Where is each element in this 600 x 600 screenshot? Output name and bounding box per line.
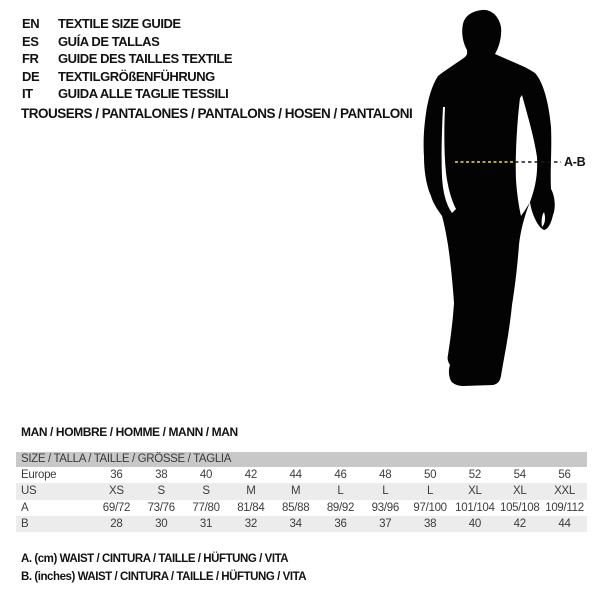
size-table-cell: M: [246, 485, 256, 498]
language-label: GUIDA ALLE TAGLIE TESSILI: [58, 86, 229, 101]
language-row: [22, 50, 232, 68]
size-table-cell: 44: [289, 469, 302, 481]
language-code: FR: [22, 51, 39, 66]
size-table-cell: 93/96: [371, 501, 399, 514]
size-table-cell: XXL: [554, 485, 575, 498]
size-table-cell: 101/104: [455, 501, 495, 514]
language-code: DE: [22, 68, 40, 84]
size-table-row-label: Europe: [21, 469, 57, 481]
size-table-cell: 38: [423, 517, 437, 530]
size-table-header: SIZE / TALLA / TAILLE / GRÖSSE / TAGLIA: [16, 452, 587, 467]
language-list: [22, 15, 232, 103]
garment-title: TROUSERS / PANTALONES / PANTALONS / HOSEN / PANTALONI: [21, 106, 413, 121]
size-table-row: [16, 500, 587, 516]
language-row: [22, 33, 232, 51]
language-label: GUÍA DE TALLAS: [58, 33, 160, 49]
size-table-cell: 77/80: [192, 501, 220, 514]
size-table-cell: 52: [468, 469, 481, 481]
size-table-row-label: US: [21, 485, 37, 498]
size-table-cell: L: [382, 485, 389, 498]
language-label: TEXTILE SIZE GUIDE: [58, 16, 181, 31]
size-table-cell: 109/112: [545, 501, 584, 514]
size-table-cell: 56: [558, 469, 571, 481]
size-table-cell: 36: [334, 517, 347, 530]
size-table-row: [16, 516, 587, 532]
language-label: GUIDE DES TAILLES TEXTILE: [58, 51, 233, 66]
language-label: TEXTILGRÖßENFÜHRUNG: [58, 68, 215, 84]
footnote-a: A. (cm) WAIST / CINTURA / TAILLE / HÜFTUNG / VITA: [21, 553, 289, 565]
size-table-cell: 105/108: [499, 501, 540, 514]
size-table-cell: 97/100: [413, 501, 447, 514]
man-figure: [415, 5, 600, 390]
man-silhouette: [424, 10, 555, 386]
section-title: MAN / HOMBRE / HOMME / MANN / MAN: [21, 425, 238, 439]
size-table-cell: L: [337, 485, 344, 498]
language-code: IT: [22, 86, 33, 101]
size-table: [16, 452, 587, 532]
size-table-cell: 48: [379, 469, 392, 481]
language-code: EN: [22, 16, 40, 31]
size-table-cell: 42: [513, 517, 526, 530]
measure-label: A-B: [564, 155, 586, 169]
size-table-row-label: B: [21, 517, 29, 530]
size-table-cell: XS: [109, 485, 124, 498]
size-table-body: [16, 467, 587, 532]
size-table-cell: 42: [244, 469, 257, 481]
size-table-cell: XL: [468, 485, 482, 498]
size-table-row: [16, 483, 587, 499]
size-table-cell: L: [427, 485, 434, 498]
size-table-cell: 36: [110, 469, 123, 481]
size-table-cell: M: [291, 485, 301, 498]
size-table-cell: S: [157, 485, 165, 498]
size-table-cell: 38: [155, 469, 168, 481]
size-table-cell: 46: [334, 469, 347, 481]
man-silhouette-graphic: [415, 5, 600, 390]
size-table-cell: S: [202, 485, 210, 498]
language-code: ES: [22, 33, 39, 49]
size-table-cell: 50: [423, 469, 437, 481]
size-table-cell: 34: [289, 517, 302, 530]
size-table-cell: 44: [558, 517, 571, 530]
language-row: [22, 15, 232, 33]
size-table-cell: 40: [468, 517, 481, 530]
footnotes: [21, 551, 306, 586]
language-row: [22, 85, 232, 103]
size-table-cell: 40: [199, 469, 213, 481]
size-table-cell: 69/72: [102, 501, 131, 514]
size-table-cell: 89/92: [326, 501, 355, 514]
size-table-cell: 81/84: [237, 501, 265, 514]
size-table-row: [16, 467, 587, 483]
size-table-cell: 54: [513, 469, 526, 481]
size-table-cell: XL: [512, 485, 527, 498]
size-table-cell: 37: [379, 517, 392, 530]
size-table-row-label: A: [21, 501, 29, 514]
size-table-cell: 31: [199, 517, 213, 530]
size-table-cell: 32: [244, 517, 257, 530]
size-table-cell: 73/76: [147, 501, 175, 514]
footnote-b: B. (inches) WAIST / CINTURA / TAILLE / HÜFTUNG / VITA: [21, 570, 307, 583]
size-table-cell: 28: [110, 517, 123, 530]
size-table-cell: 85/88: [282, 501, 310, 514]
language-row: [22, 68, 232, 86]
size-table-cell: 30: [155, 517, 168, 530]
